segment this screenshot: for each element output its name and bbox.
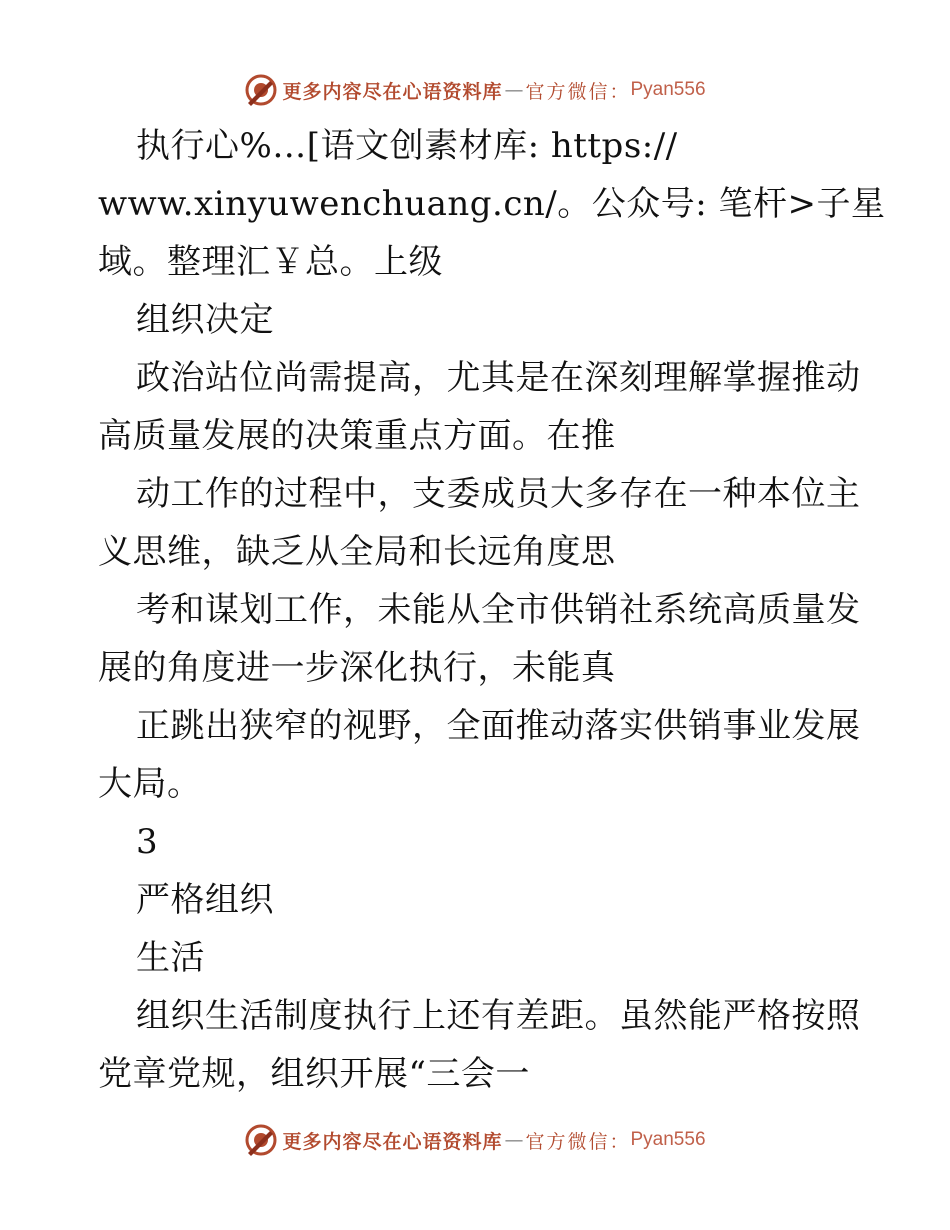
body-line: 高质量发展的决策重点方面。在推 [98, 416, 616, 456]
body-line: 执行心%…[语文创素材库: https:// [136, 126, 678, 166]
body-line: 域。整理汇￥总。上级 [98, 242, 443, 282]
body-line: 政治站位尚需提高，尤其是在深刻理解掌握推动 [136, 358, 861, 398]
header-banner [0, 70, 950, 110]
banner-slogan: 更多内容尽在心语资料库 [282, 80, 503, 103]
body-line: 动工作的过程中，支委成员大多存在一种本位主 [136, 474, 861, 514]
body-line: 义思维，缺乏从全局和长远角度思 [98, 532, 616, 572]
body-line: www.xinyuwenchuang.cn/。公众号: 笔杆>子星 [98, 184, 886, 224]
banner-slogan: 更多内容尽在心语资料库 [282, 1130, 503, 1153]
body-line: 组织决定 [136, 300, 274, 340]
body-line: 展的角度进一步深化执行，未能真 [98, 648, 616, 688]
body-line: 考和谋划工作，未能从全市供销社系统高质量发 [136, 590, 861, 630]
section-number: 3 [136, 822, 159, 862]
body-line: 大局。 [98, 764, 202, 804]
banner-separator: — [504, 79, 524, 101]
document-body [98, 117, 886, 1103]
section-heading: 严格组织 [136, 880, 274, 920]
body-line: 正跳出狭窄的视野，全面推动落实供销事业发展 [136, 706, 861, 746]
banner-wechat-label: 官方微信： [525, 1130, 631, 1153]
pen-logo-icon [244, 73, 278, 107]
banner-wechat-id: Pyan556 [630, 79, 706, 100]
banner-wechat-label: 官方微信： [525, 80, 631, 103]
pen-logo-icon [244, 1123, 278, 1157]
body-line: 组织生活制度执行上还有差距。虽然能严格按照 [136, 996, 861, 1036]
banner-separator: — [504, 1129, 524, 1151]
footer-banner [0, 1120, 950, 1160]
banner-wechat-id: Pyan556 [630, 1129, 706, 1150]
body-line: 党章党规，组织开展“三会一 [98, 1054, 530, 1094]
section-heading: 生活 [136, 938, 205, 978]
